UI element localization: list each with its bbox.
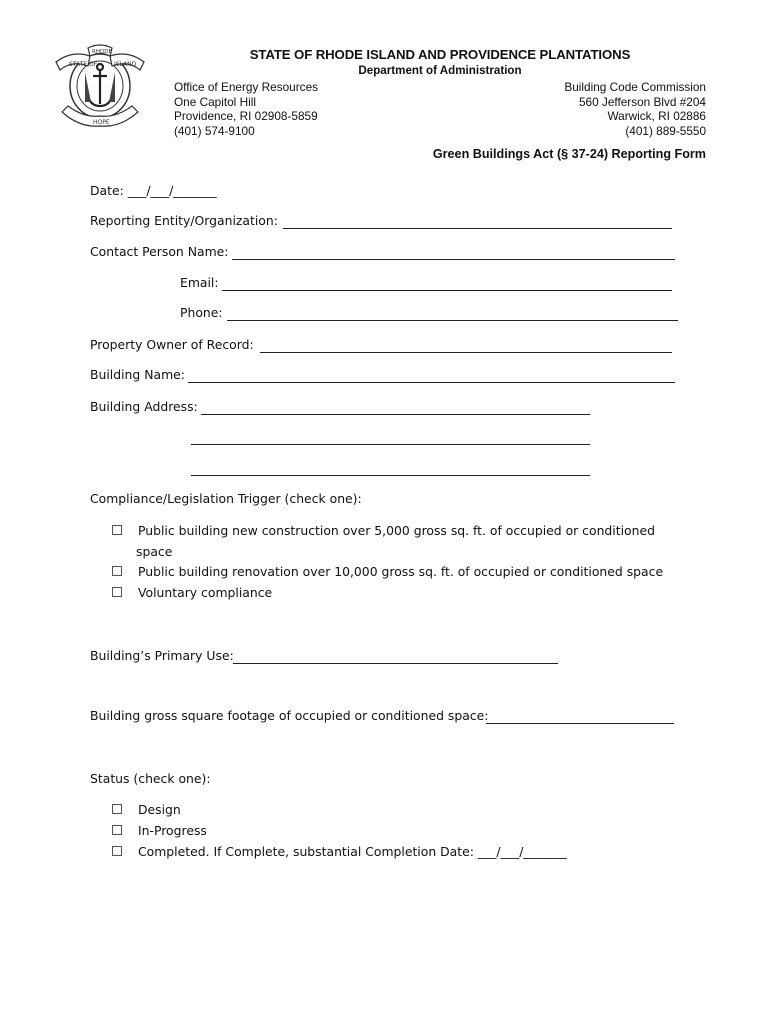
- address-line: Office of Energy Resources: [174, 80, 319, 94]
- office-energy-address: [174, 80, 318, 138]
- checkbox[interactable]: [112, 846, 122, 856]
- checkbox[interactable]: [112, 587, 122, 597]
- option-text: Public building renovation over 10,000 gross sq. ft. of occupied or conditioned space: [138, 564, 664, 579]
- address-line: One Capitol Hill: [174, 94, 256, 109]
- option-text: Public building new construction over 5,000 gross sq. ft. of occupied or conditioned: [138, 523, 655, 538]
- seal-text-hope: HOPE: [93, 119, 110, 126]
- option-text: Completed. If Complete, substantial Completion Date: ___/___/_______: [138, 844, 567, 859]
- gross-sqft-input[interactable]: [486, 723, 674, 724]
- primary-use-label: Building’s Primary Use:: [90, 648, 234, 663]
- email-input[interactable]: [222, 290, 672, 291]
- option-text: In-Progress: [138, 823, 207, 838]
- building-code-address: [564, 80, 706, 138]
- form-title: Green Buildings Act (§ 37-24) Reporting Form: [432, 147, 706, 161]
- trigger-label: Compliance/Legislation Trigger (check one):: [90, 491, 362, 506]
- status-option-completed[interactable]: [112, 844, 567, 859]
- address-line: Building Code Commission: [564, 80, 706, 94]
- seal-text-island: ISLAND: [114, 61, 137, 68]
- trigger-option-renovation[interactable]: [112, 564, 663, 579]
- state-seal-logo: [52, 42, 148, 134]
- reporting-entity-input[interactable]: [283, 228, 672, 229]
- phone-label: Phone:: [180, 305, 223, 320]
- building-name-label: Building Name:: [90, 367, 185, 382]
- building-name-input[interactable]: [188, 382, 675, 383]
- trigger-option-voluntary[interactable]: [112, 585, 272, 600]
- option-text: Design: [138, 802, 181, 817]
- property-owner-label: Property Owner of Record:: [90, 337, 254, 352]
- department-name: Department of Administration: [358, 64, 522, 77]
- status-option-in-progress[interactable]: [112, 823, 207, 838]
- address-line: Providence, RI 02908-5859: [174, 109, 318, 124]
- state-title: STATE OF RHODE ISLAND AND PROVIDENCE PLANTATIONS: [249, 47, 631, 62]
- status-label: Status (check one):: [90, 771, 211, 786]
- primary-use-input[interactable]: [233, 663, 558, 664]
- gross-sqft-label: Building gross square footage of occupied or conditioned space:: [90, 708, 489, 723]
- option-text: Voluntary compliance: [138, 585, 273, 600]
- checkbox[interactable]: [112, 566, 122, 576]
- date-field[interactable]: Date: ___/___/_______: [90, 183, 217, 198]
- property-owner-input[interactable]: [260, 352, 672, 353]
- building-address-label: Building Address:: [90, 399, 198, 414]
- address-line: (401) 889-5550: [625, 123, 706, 138]
- seal-text-state-of: STATE OF: [69, 61, 98, 68]
- checkbox[interactable]: [112, 525, 122, 535]
- building-address-input-1[interactable]: [201, 414, 590, 415]
- address-line: 560 Jefferson Blvd #204: [578, 94, 706, 109]
- status-option-design[interactable]: [112, 802, 181, 817]
- anchor-icon: [87, 64, 113, 106]
- trigger-option-new-construction[interactable]: [112, 523, 655, 538]
- checkbox[interactable]: [112, 804, 122, 814]
- trigger-option-continuation: space: [136, 544, 173, 559]
- seal-text-rhode: RHODE: [92, 49, 112, 55]
- address-line: (401) 574-9100: [174, 123, 255, 138]
- building-address-input-3[interactable]: [191, 475, 590, 476]
- phone-input[interactable]: [227, 320, 678, 321]
- email-label: Email:: [180, 275, 219, 290]
- address-line: Warwick, RI 02886: [607, 109, 706, 124]
- reporting-entity-label: Reporting Entity/Organization:: [90, 213, 278, 228]
- checkbox[interactable]: [112, 825, 122, 835]
- building-address-input-2[interactable]: [191, 444, 590, 445]
- contact-person-label: Contact Person Name:: [90, 244, 229, 259]
- contact-person-input[interactable]: [232, 259, 675, 260]
